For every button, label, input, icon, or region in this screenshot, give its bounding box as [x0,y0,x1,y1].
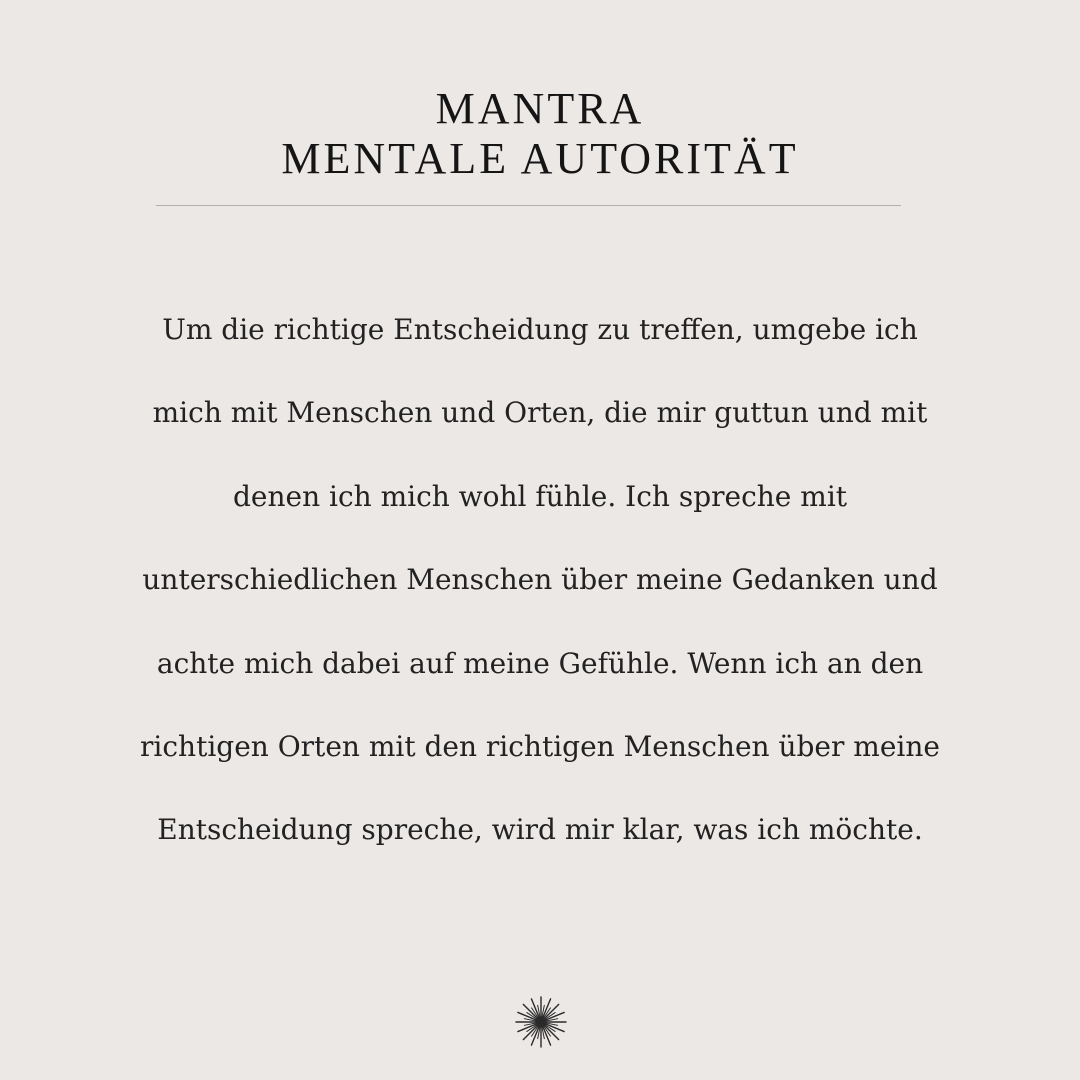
mantra-line: unterschiedlichen Menschen über meine Gedanken und [142,563,938,597]
mantra-line: achte mich dabei auf meine Gefühle. Wenn ich an den [156,646,924,680]
title-line-2: MENTALE AUTORITÄT [281,134,799,183]
mantra-text [0,288,1080,872]
mantra-line: Um die richtige Entscheidung zu treffen, umgebe ich [162,313,918,346]
title-divider [156,205,901,206]
mantra-line: denen ich mich wohl fühle. Ich spreche mit [232,479,848,513]
mantra-line: Entscheidung spreche, wird mir klar, was ich möchte. [157,813,923,847]
starburst-icon [514,995,568,1049]
mantra-line: mich mit Menschen und Orten, die mir guttun und mit [152,396,928,430]
mantra-line: richtigen Orten mit den richtigen Menschen über meine [140,730,940,764]
title-block [0,84,1080,184]
title-line-1: MANTRA [435,84,645,133]
